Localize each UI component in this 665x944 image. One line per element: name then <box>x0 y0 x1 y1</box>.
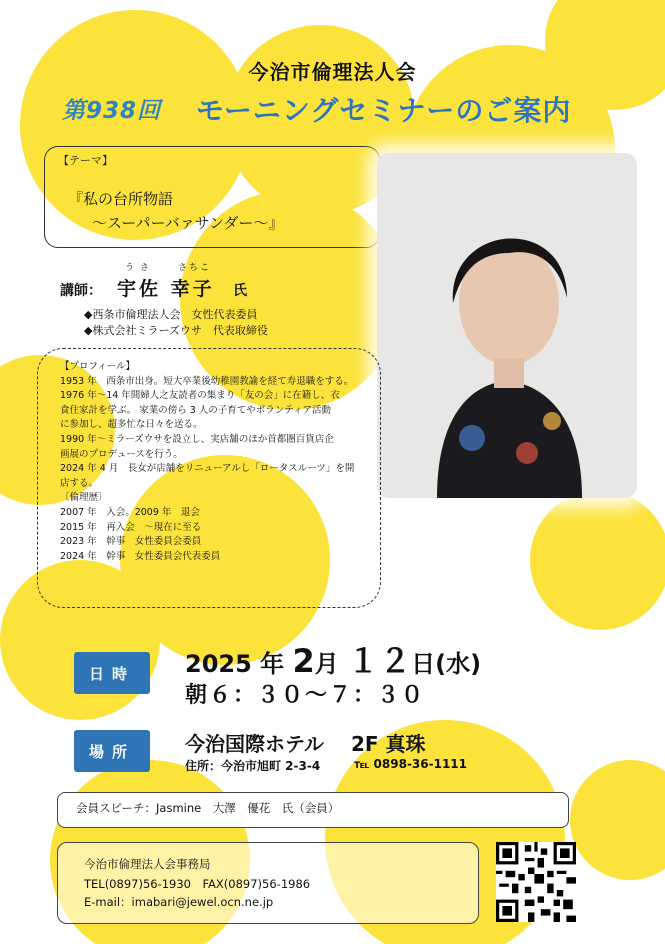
theme-title-line1: 『私の台所物語 <box>68 190 174 208</box>
edition-number: 第938回 <box>62 98 162 124</box>
lecturer-affiliation: ◆株式会社ミラーズウサ 代表取締役 <box>84 324 268 337</box>
lecturer-name: 宇佐 幸子 <box>117 278 215 300</box>
event-month-unit: 月 <box>314 650 339 678</box>
event-time: 朝６：３０～７：３０ <box>185 683 426 708</box>
office-name: 今治市倫理法人会事務局 <box>84 857 211 871</box>
profile-line: 2015 年 再入会 ～現在に至る <box>60 521 202 533</box>
profile-line: に参加し、超多忙な日々を送る。 <box>60 419 203 431</box>
profile-line: 2024 年 4 月 長女が店舗をリニューアルし「ロータスルーツ」を開 <box>60 463 355 475</box>
profile-line: 店する。 <box>60 477 99 489</box>
theme-title-line2: ～スーパーバァサンダー～』 <box>92 214 284 232</box>
lecturer-label: 講師： <box>60 283 102 299</box>
seminar-title: モーニングセミナーのご案内 <box>196 94 572 127</box>
profile-line: 1953 年 西条市出身。短大卒業後幼稚園教諭を経て寿退職をする。 <box>60 375 354 387</box>
event-month: 2 <box>292 642 315 680</box>
profile-text <box>60 360 372 564</box>
lecturer-portrait-icon <box>377 153 637 498</box>
venue-label: 場所 <box>74 730 150 772</box>
event-day-unit: 日(水) <box>411 650 482 678</box>
office-phone-fax: TEL(0897)56-1930 FAX(0897)56-1986 <box>84 877 311 891</box>
event-year: 2025 年 <box>185 650 285 678</box>
datetime-label: 日時 <box>74 652 150 694</box>
profile-line: 画展のプロデュースを行う。 <box>60 448 183 460</box>
profile-line: 2007 年 入会。2009 年 退会 <box>60 506 200 518</box>
lecturer-ruby-given: さちこ <box>178 263 212 273</box>
event-date <box>185 636 481 682</box>
member-speech: 会員スピーチ：Jasmine 大澤 優花 氏（会員） <box>76 801 340 815</box>
profile-line: 【プロフィール】 <box>60 361 136 372</box>
organization-name: 今治市倫理法人会 <box>248 60 417 84</box>
qr-code-icon[interactable] <box>496 842 576 922</box>
event-day: １２ <box>347 642 412 680</box>
profile-line: 1976 年～14 年間婦人之友読者の集まり「友の会」に在籍し、衣 <box>60 390 340 402</box>
profile-line: 1990 年～ミラーズウサを設立し、実店舗のほか首都圏百貨店企 <box>60 433 334 445</box>
venue-name: 今治国際ホテル 2F 真珠 <box>185 732 426 756</box>
profile-line: 2024 年 幹事 女性委員会代表委員 <box>60 550 221 562</box>
profile-line: 食住家計を学ぶ。 家業の傍ら 3 人の子育てやボランティア活動 <box>60 404 332 416</box>
office-email: E-mail：imabari@jewel.ocn.ne.jp <box>84 895 274 909</box>
venue-tel: ℡ 0898-36-1111 <box>354 757 468 771</box>
lecturer-ruby-family: うさ <box>125 263 156 273</box>
lecturer-affiliation: ◆西条市倫理法人会 女性代表委員 <box>84 308 258 321</box>
venue-address: 住所：今治市旭町 2-3-4 <box>185 759 321 773</box>
lecturer-honorific: 氏 <box>233 283 247 299</box>
theme-heading: 【テーマ】 <box>58 154 113 167</box>
profile-line: 〔倫理歴〕 <box>60 492 108 504</box>
profile-line: 2023 年 幹事 女性委員会委員 <box>60 536 202 548</box>
